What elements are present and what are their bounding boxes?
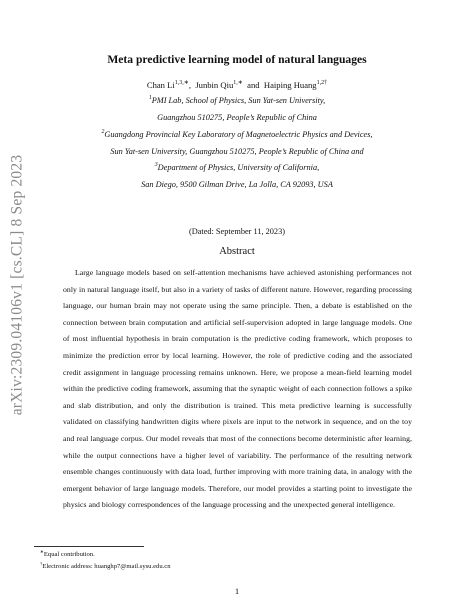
arxiv-identifier-text: arXiv:2309.04106v1 [cs.CL] 8 Sep 2023 (8, 154, 26, 416)
footnote-text: Electronic address: huanghp7@mail.sysu.edu.cn (42, 563, 171, 570)
affiliation-text: Guangdong Provincial Key Laboratory of Magnetoelectric Physics and Devices, (104, 130, 373, 139)
affiliation-3-line-1 (50, 163, 424, 172)
author-affiliation-marks: 1,∗ (233, 80, 243, 87)
affiliation-mark: 3 (154, 162, 158, 169)
dated-line: (Dated: September 11, 2023) (188, 227, 285, 236)
author-separator: , (188, 80, 196, 90)
footnote-mark: ∗ (40, 548, 44, 554)
affiliation-text: Department of Physics, University of California, (157, 163, 320, 172)
affiliation-2-line-1 (50, 130, 424, 139)
paper-title: Meta predictive learning model of natural languages (107, 53, 367, 66)
affiliation-1-line-2: Guangzhou 510275, People’s Republic of China (157, 113, 317, 122)
abstract-body: Large language models based on self-attention mechanisms have achieved astonishing performances not only in natural language itself, but also in a variety of tasks of different nature. However, regarding processing language, our human brain may not operate using the same principle. Then, a debate is established on the connection between brain computation and artificial self-supervision adopted in large language models. One of most influential hypothesis in brain computation is the predictive coding framework, which proposes to minimize the prediction error by local learning. However, the role of predictive coding and the associated credit assignment in language processing remains unknown. Here, we propose a mean-field learning model within the predictive coding framework, assuming that the synaptic weight of each connection follows a spike and slab distribution, and only the distribution is trained. This meta predictive learning is successfully validated on classifying handwritten digits where pixels are input to the network in sequence, and on the toy and real language corpus. Our model reveals that most of the connections become deterministic after learning, while the output connections have a higher level of variability. The performance of the resulting network ensemble changes continuously with data load, further improving with more training data, in analogy with the emergent behavior of large language models. Therefore, our model provides a starting point to investigate the physics and biology correspondences of the language processing and the unexpected general intelligence. (63, 268, 412, 510)
author-separator: and (242, 80, 264, 90)
author-affiliation-marks: 1,3,∗ (174, 80, 189, 87)
affiliation-2-line-2: Sun Yat-sen University, Guangzhou 510275, People’s Republic of China and (110, 147, 364, 156)
affiliation-3-line-2: San Diego, 9500 Gilman Drive, La Jolla, CA 92093, USA (141, 180, 333, 189)
affiliation-mark: 2 (101, 129, 105, 136)
author-name: Junbin Qiu (195, 80, 234, 90)
footnote-mark: † (40, 560, 43, 566)
page-number: 1 (234, 586, 240, 596)
footnote-text: Equal contribution. (43, 551, 95, 558)
affiliation-1-line-1 (50, 96, 424, 105)
footnote-equal-contribution (40, 548, 95, 558)
affiliation-text: PMI Lab, School of Physics, Sun Yat-sen University, (151, 96, 326, 105)
arxiv-identifier-stamp (4, 140, 30, 430)
affiliation-mark: 1 (148, 95, 152, 102)
author-name: Haiping Huang (263, 80, 317, 90)
author-name: Chan Li (146, 80, 175, 90)
abstract-heading: Abstract (219, 246, 255, 257)
footnote-rule (34, 546, 144, 547)
author-affiliation-marks: 1,2† (316, 80, 328, 87)
footnote-electronic-address (40, 560, 171, 570)
author-list (60, 80, 414, 90)
